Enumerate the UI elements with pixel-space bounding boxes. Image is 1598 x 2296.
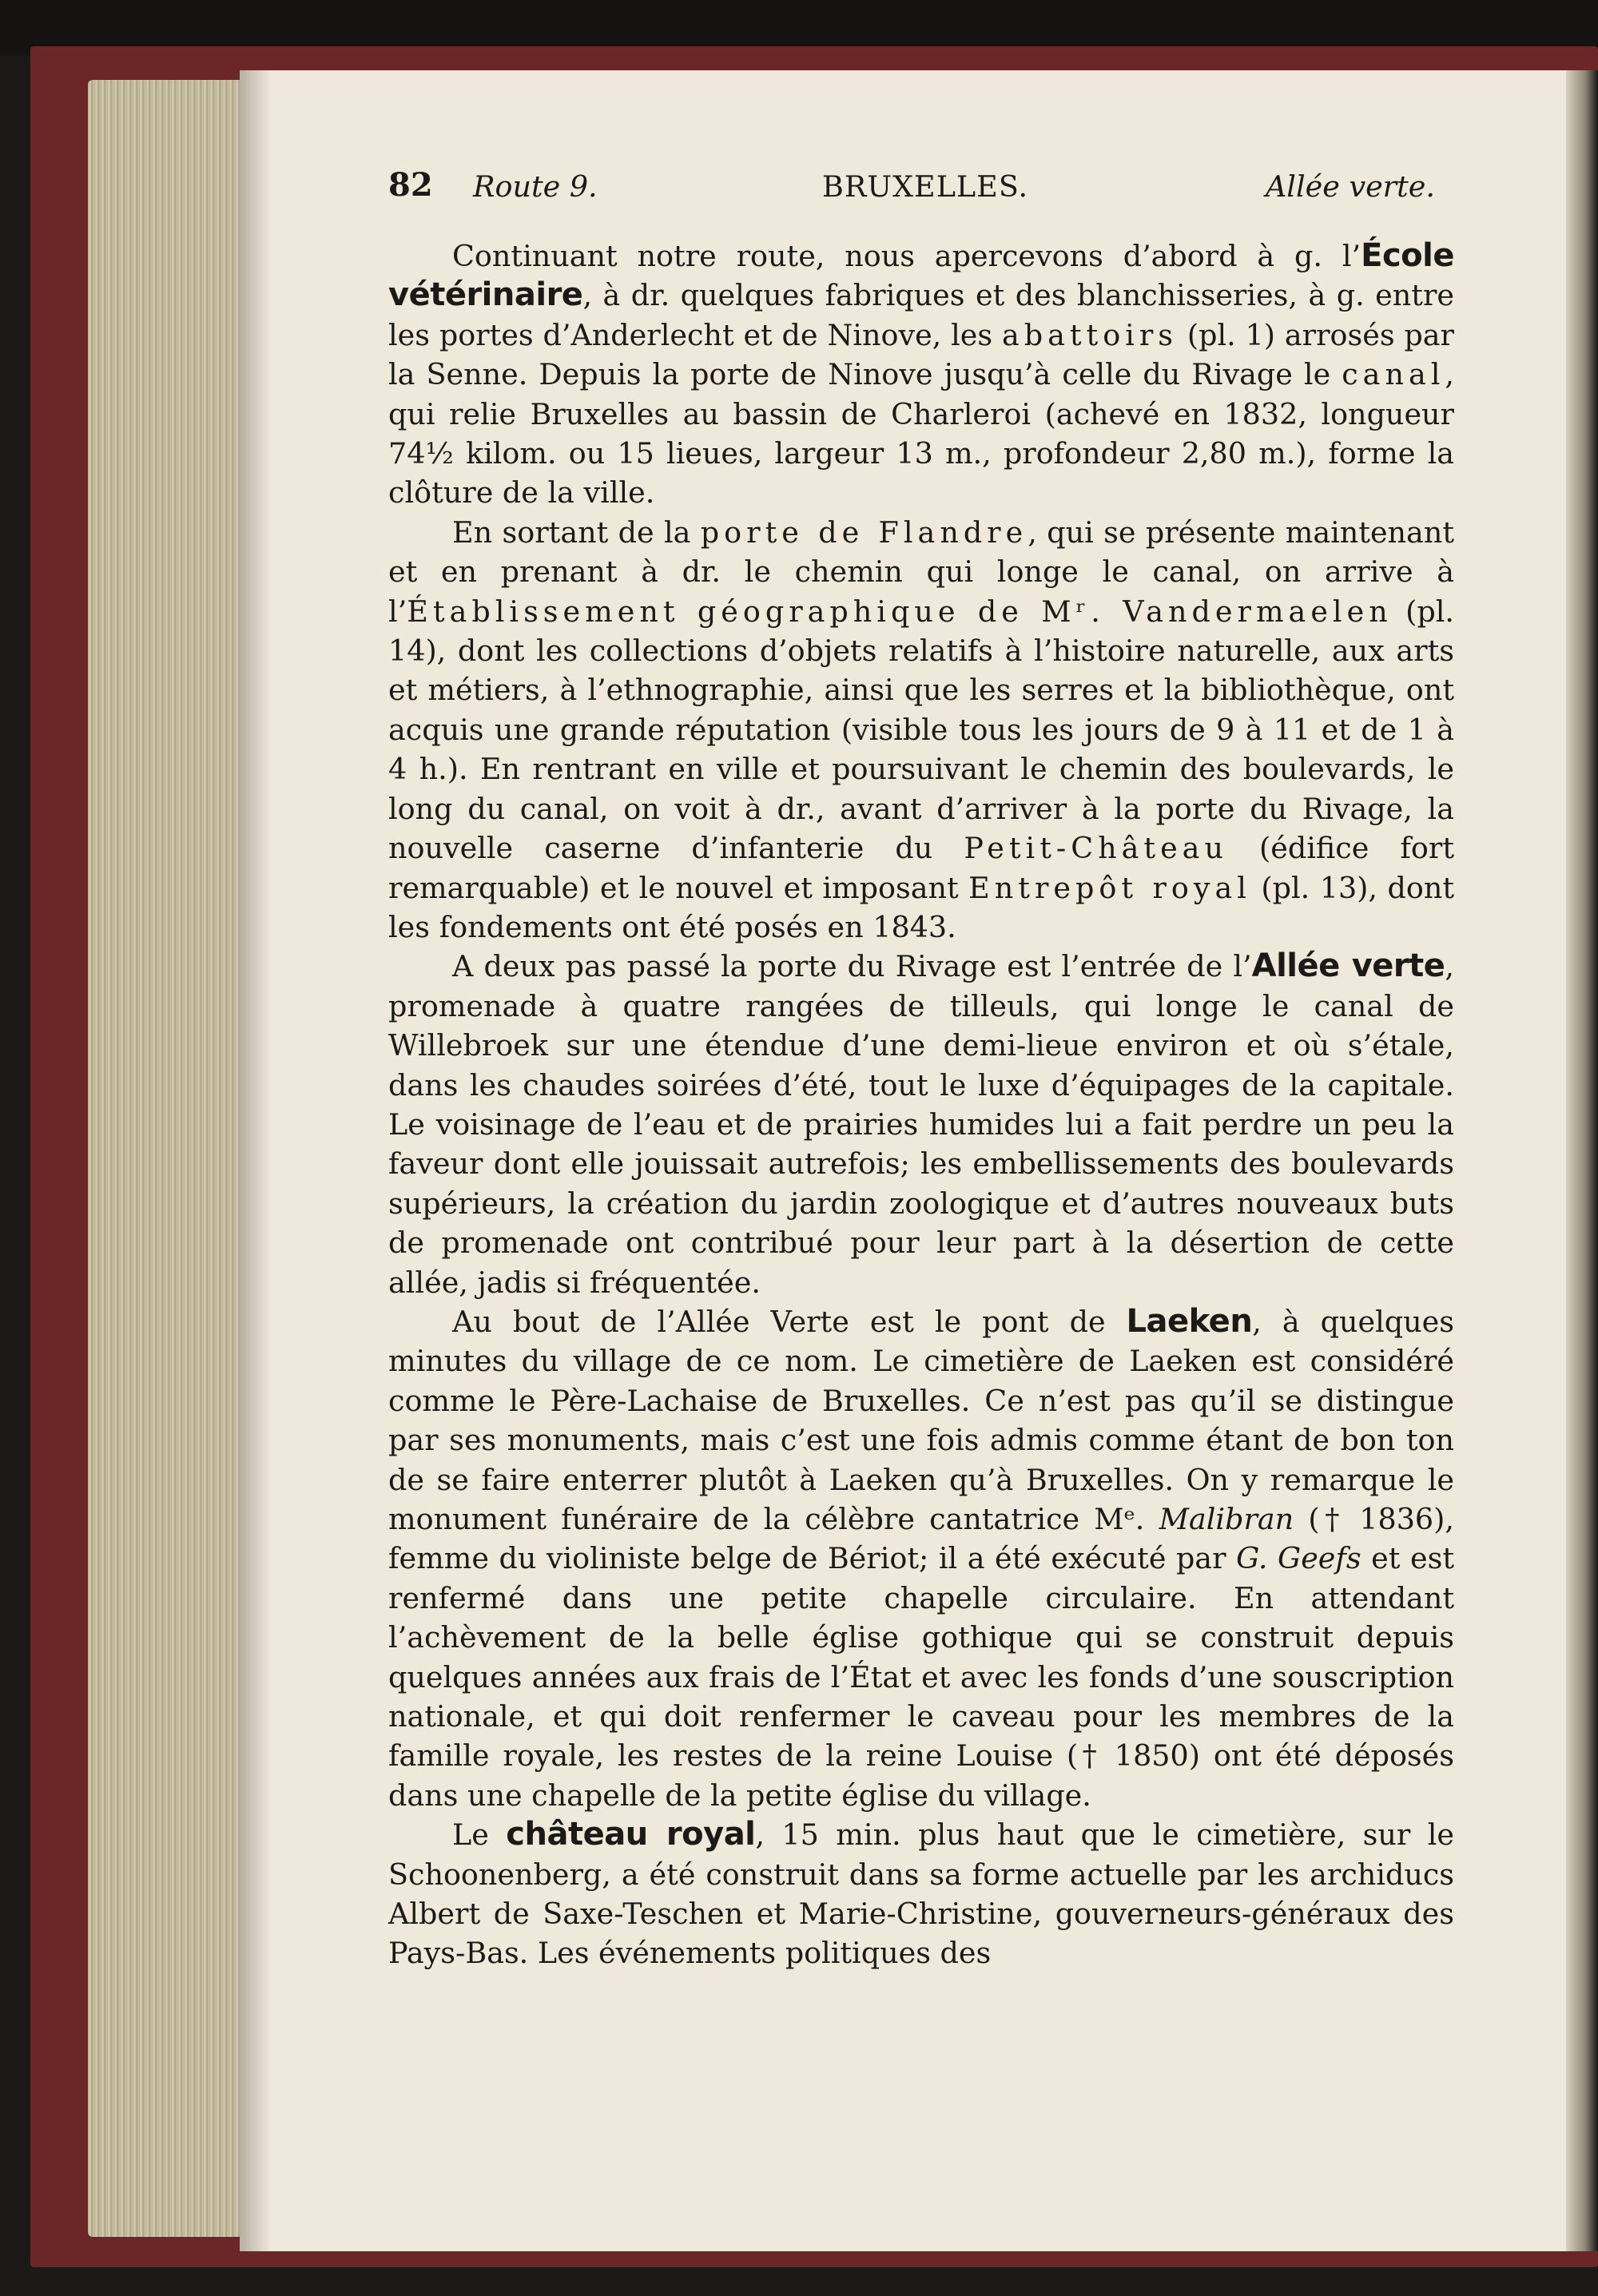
text-run: († 1836), femme du violiniste belge de Bériot; il a été exécuté par [388, 1502, 1454, 1576]
text-run: , 15 min. plus haut que le cimetière, sur le Schoonenberg, a été construit dans sa forme actuelle par les archiducs Albert de Saxe-Teschen et Marie-Christine, gouverneurs-généraux des Pays-Bas. Les événements politiques des [388, 1817, 1454, 1971]
body-text [388, 236, 1454, 1973]
italic-term: Malibran [1159, 1502, 1294, 1536]
route-label: Route 9. [473, 169, 598, 204]
page-gutter-shadow [240, 70, 272, 2251]
page-edges [88, 80, 248, 2237]
bold-term: château royal [506, 1816, 756, 1853]
spaced-term: canal [1342, 357, 1445, 392]
running-head [388, 166, 1454, 214]
text-run: A deux pas passé la porte du Rivage est l’entrée de l’ [452, 949, 1252, 984]
paragraph [388, 1815, 1454, 1973]
text-run: En sortant de la [452, 514, 701, 550]
paragraph [388, 1302, 1454, 1815]
text-run: (pl. 13), dont les fondements ont été posés en 1843. [388, 870, 1454, 944]
paragraph [388, 513, 1454, 947]
paragraph [388, 947, 1454, 1302]
page-right-edge [1566, 70, 1598, 2251]
bold-term: Allée verte [1251, 947, 1445, 985]
spaced-term: Petit-Château [964, 831, 1228, 866]
text-run: , à dr. quelques fabriques et des blanchisseries, à g. entre les portes d’Anderlecht et de Ninove, les [388, 278, 1454, 352]
spaced-term: Établissement géographique de Mʳ. Vandermaelen [407, 594, 1393, 629]
spaced-term: abattoirs [1001, 317, 1179, 352]
page-text [388, 166, 1454, 1973]
paragraph [388, 236, 1454, 513]
text-run: Continuant notre route, nous apercevons d’abord à g. l’ [452, 239, 1361, 273]
bold-term: Laeken [1126, 1302, 1253, 1340]
bold-term: École vétérinaire [388, 237, 1454, 314]
text-run: Au bout de l’Allée Verte est le pont de [452, 1304, 1127, 1339]
section-title: Allée verte. [1265, 169, 1435, 204]
text-run: , qui relie Bruxelles au bassin de Charleroi (achevé en 1832, longueur 74½ kilom. ou 15 lieues, largeur 13 m., profondeur 2,80 m.), forme la clôture de la ville. [388, 357, 1454, 510]
text-run: Le [452, 1817, 507, 1853]
text-run: , qui se présente maintenant et en prenant à dr. le chemin qui longe le canal, on arrive à l’ [388, 514, 1454, 629]
italic-term: G. Geefs [1236, 1541, 1361, 1576]
page-number: 82 [388, 166, 433, 204]
text-run: , à quelques minutes du village de ce nom. Le cimetière de Laeken est considéré comme le Père-Lachaise de Bruxelles. Ce n’est pas qu’il se distingue par ses monuments, mais c’est une fois admis comme étant de bon ton de se faire enterrer plutôt à Laeken qu’à Bruxelles. On y remarque le monument funéraire de la célèbre cantatrice Mᵉ. [388, 1304, 1454, 1536]
text-run: (édifice fort remarquable) et le nouvel et imposant [388, 831, 1454, 905]
text-run: (pl. 14), dont les collections d’objets relatifs à l’histoire naturelle, aux arts et métiers, à l’ethnographie, ainsi que les serres et la bibliothèque, ont acquis une grande réputation (visible tous les jours de 9 à 11 et de 1 à 4 h.). En rentrant en ville et poursuivant le chemin des boulevards, le long du canal, on voit à dr., avant d’arriver à la porte du Rivage, la nouvelle caserne d’infanterie du [388, 594, 1454, 866]
text-run: et est renfermé dans une petite chapelle circulaire. En attendant l’achèvement de la belle église gothique qui se construit depuis quelques années aux frais de l’État et avec les fonds d’une souscription nationale, et qui doit renfermer le caveau pour les membres de la famille royale, les restes de la reine Louise († 1850) ont été déposés dans une chapelle de la petite église du village. [388, 1541, 1454, 1813]
city-heading: BRUXELLES. [822, 169, 1029, 204]
spaced-term: Entrepôt royal [968, 870, 1251, 905]
text-run: , promenade à quatre rangées de tilleuls, qui longe le canal de Willebroek sur une étendue d’une demi-lieue environ et où s’étale, dans les chaudes soirées d’été, tout le luxe d’équipages de la capitale. Le voisinage de l’eau et de prairies humides lui a fait perdre un peu la faveur dont elle jouissait autrefois; les embellissements des boulevards supérieurs, la création du jardin zoologique et d’autres nouveaux buts de promenade ont contribué pour leur part à la désertion de cette allée, jadis si fréquentée. [388, 949, 1454, 1300]
spaced-term: porte de Flandre [700, 514, 1028, 550]
text-run: (pl. 1) arrosés par la Senne. Depuis la porte de Ninove jusqu’à celle du Rivage le [388, 317, 1454, 392]
